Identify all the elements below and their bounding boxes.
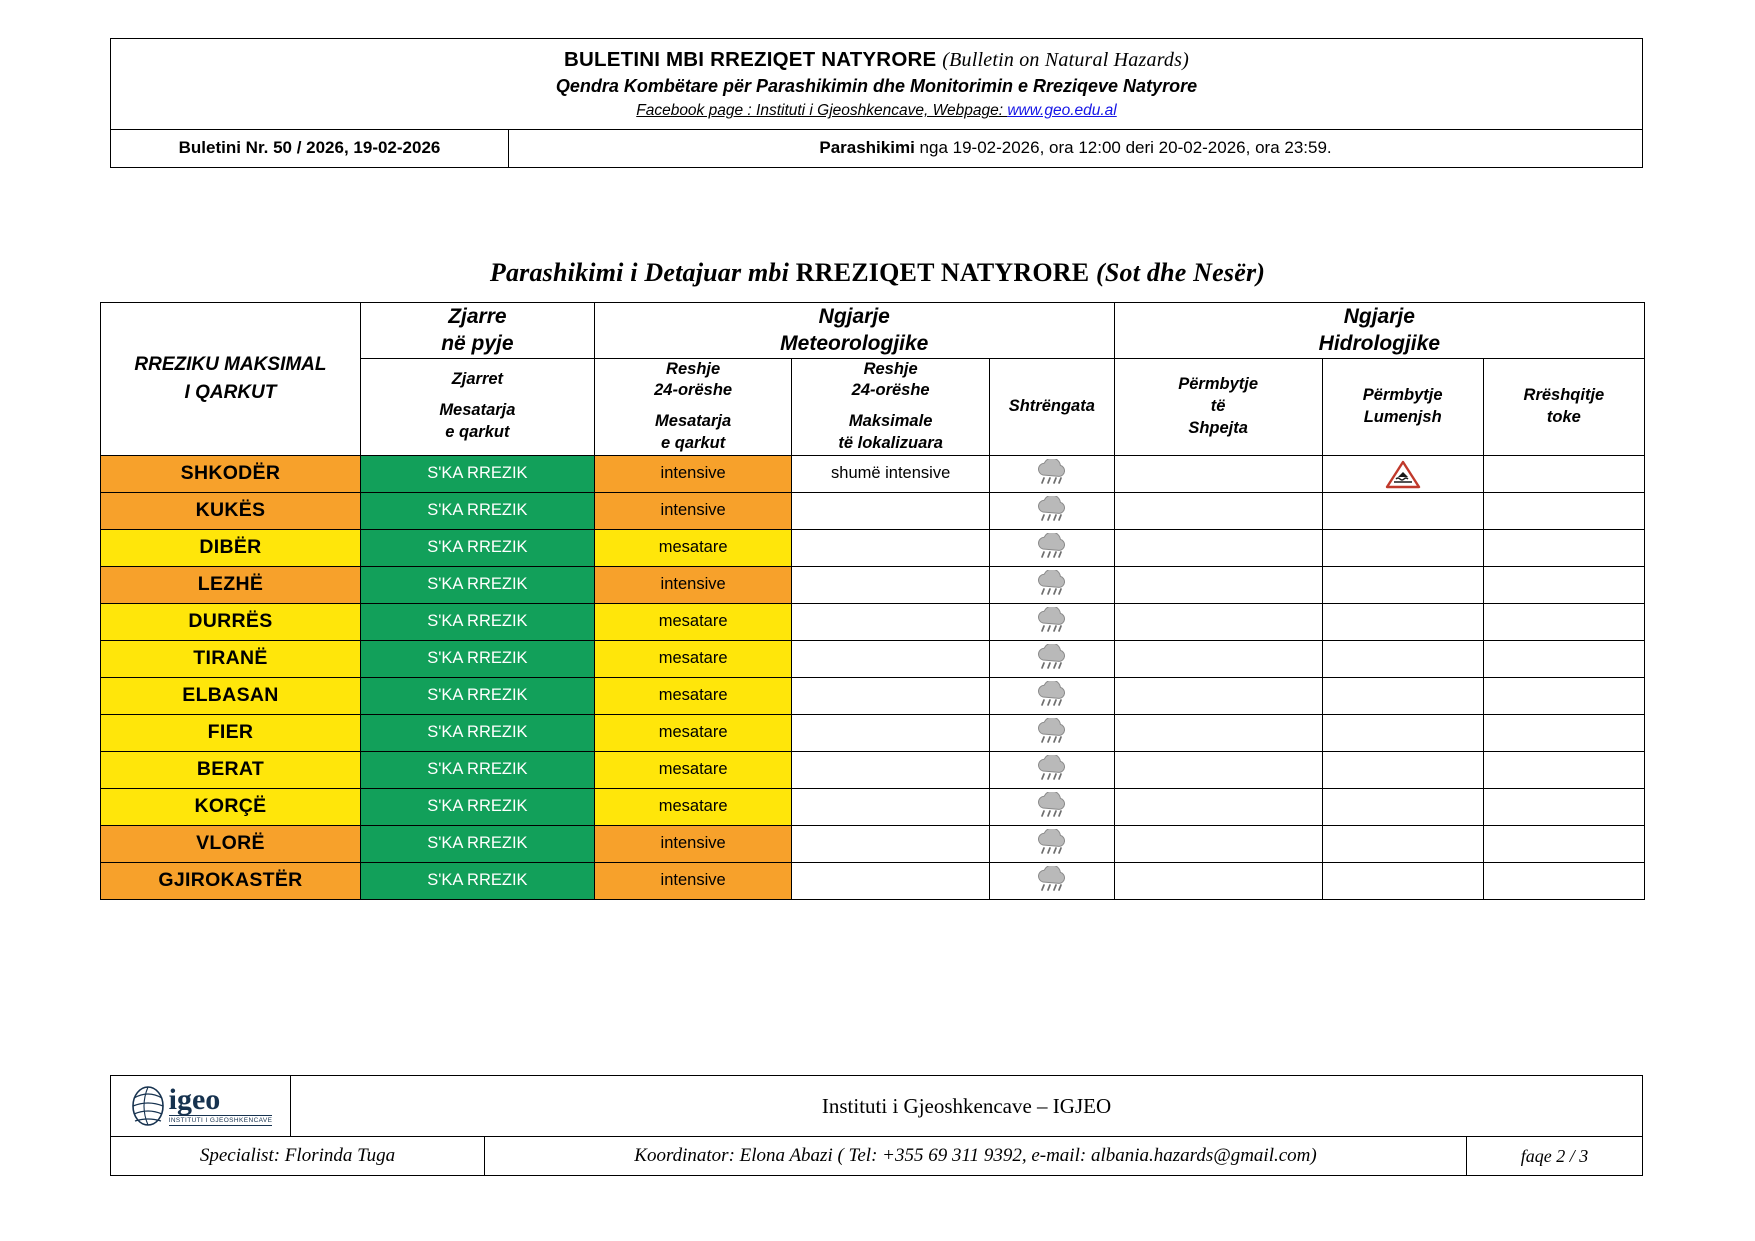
row-fire-risk: S'KA RREZIK [360,455,594,492]
logo-box [129,1084,273,1128]
footer-institute-name: Instituti i Gjeoshkencave – IGJEO [821,1093,1112,1118]
column-header-qark-line1: RREZIKU MAKSIMAL [134,354,327,376]
row-landslide [1483,603,1644,640]
footer-bottom-row [111,1137,1642,1175]
document-footer [110,1075,1643,1176]
subheader-river-flood-l2: Lumenjsh [1363,407,1442,426]
rain-cloud-icon [990,866,1114,896]
header-title-line [115,47,1638,73]
row-river-flood [1322,529,1483,566]
row-fire-risk: S'KA RREZIK [360,825,594,862]
rain-cloud-icon [990,792,1114,822]
row-qark-name: VLORË [101,825,361,862]
section-title-part1: Parashikimi i Detajuar mbi [489,258,796,287]
rain-cloud-icon [990,755,1114,785]
logo-subtitle: INSTITUTI I GJEOSHKENCAVE [168,1117,273,1124]
subheader-rain-avg-l2: 24-orëshe [654,381,733,400]
row-landslide [1483,714,1644,751]
rain-cloud-icon [990,644,1114,674]
row-landslide [1483,751,1644,788]
rain-cloud-icon [990,607,1114,637]
header-title-block [111,39,1642,130]
flood-warning-icon [1323,459,1483,489]
row-landslide [1483,529,1644,566]
row-rain-average: intensive [594,566,792,603]
row-qark-name: DURRËS [101,603,361,640]
header-contact-text: Facebook page : Instituti i Gjeoshkencave, Webpage: [636,102,1008,120]
row-landslide [1483,455,1644,492]
row-rain-average: intensive [594,455,792,492]
row-storm-cell [989,455,1114,492]
row-storm-cell [989,603,1114,640]
row-flash-flood [1114,788,1322,825]
header-webpage-link[interactable]: www.geo.edu.al [1007,102,1117,120]
row-fire-risk: S'KA RREZIK [360,566,594,603]
row-rain-max [792,603,990,640]
row-storm-cell [989,862,1114,899]
group-header-hydro-line1: Ngjarje [1343,305,1415,328]
bulletin-number: Buletini Nr. 50 / 2026, 19-02-2026 [111,130,509,167]
subheader-river-flood [1322,358,1483,455]
footer-specialist: Specialist: Florinda Tuga [111,1137,485,1175]
row-rain-average: intensive [594,825,792,862]
row-flash-flood [1114,862,1322,899]
subheader-rain-max-l4: të lokalizuara [838,433,943,452]
row-rain-max [792,492,990,529]
row-rain-average: mesatare [594,751,792,788]
row-flash-flood [1114,640,1322,677]
row-landslide [1483,825,1644,862]
forecast-period [509,130,1642,167]
row-rain-max [792,788,990,825]
row-rain-average: mesatare [594,714,792,751]
table-row [101,825,1645,862]
row-flash-flood [1114,677,1322,714]
row-rain-average: mesatare [594,529,792,566]
row-river-flood [1322,751,1483,788]
row-flash-flood [1114,529,1322,566]
row-flash-flood [1114,714,1322,751]
row-fire-risk: S'KA RREZIK [360,862,594,899]
row-storm-cell [989,751,1114,788]
table-header-groups [101,303,1645,359]
table-row [101,603,1645,640]
row-river-flood [1322,640,1483,677]
row-storm-cell [989,566,1114,603]
group-header-fires [360,303,594,359]
row-flash-flood [1114,492,1322,529]
row-fire-risk: S'KA RREZIK [360,677,594,714]
group-header-fires-line2: në pyje [441,332,514,356]
group-header-fires-line1: Zjarre [448,305,507,328]
table-row [101,492,1645,529]
section-title [0,258,1755,288]
subheader-rain-max [792,358,990,455]
igjeo-logo [111,1076,291,1136]
row-fire-risk: S'KA RREZIK [360,603,594,640]
subheader-flash-flood [1114,358,1322,455]
footer-top-row [111,1076,1642,1137]
row-fire-risk: S'KA RREZIK [360,788,594,825]
row-qark-name: LEZHË [101,566,361,603]
subheader-rain-avg-l4: e qarkut [661,433,726,452]
table-row [101,788,1645,825]
subheader-storm-l1: Shtrëngata [1008,396,1095,415]
header-subtitle: Qendra Kombëtare për Parashikimin dhe Monitorimin e Rreziqeve Natyrore [555,76,1198,96]
row-river-flood [1322,677,1483,714]
group-header-meteo [594,303,1114,359]
row-fire-risk: S'KA RREZIK [360,714,594,751]
row-rain-average: mesatare [594,640,792,677]
row-flash-flood [1114,751,1322,788]
row-river-flood [1322,455,1483,492]
row-fire-risk: S'KA RREZIK [360,492,594,529]
row-rain-max [792,640,990,677]
row-rain-max [792,862,990,899]
row-storm-cell [989,788,1114,825]
row-qark-name: KUKËS [101,492,361,529]
group-header-meteo-line2: Meteorologjike [780,332,929,356]
subheader-rain-avg-l3: Mesatarja [655,412,732,431]
row-river-flood [1322,566,1483,603]
row-fire-risk: S'KA RREZIK [360,529,594,566]
row-landslide [1483,492,1644,529]
table-row [101,751,1645,788]
row-storm-cell [989,677,1114,714]
rain-cloud-icon [990,496,1114,526]
row-river-flood [1322,603,1483,640]
subheader-fires-avg-l3: Mesatarja [439,401,516,420]
row-river-flood [1322,862,1483,899]
row-landslide [1483,640,1644,677]
row-rain-max [792,677,990,714]
table-row [101,529,1645,566]
row-storm-cell [989,529,1114,566]
subheader-storm [989,358,1114,455]
row-flash-flood [1114,566,1322,603]
group-header-meteo-line1: Ngjarje [818,305,890,328]
rain-cloud-icon [990,718,1114,748]
row-flash-flood [1114,825,1322,862]
hazard-table [100,302,1645,900]
footer-page-number: faqe 2 / 3 [1520,1145,1589,1166]
forecast-label: Parashikimi [819,137,915,157]
row-qark-name: TIRANË [101,640,361,677]
row-landslide [1483,788,1644,825]
row-qark-name: FIER [101,714,361,751]
footer-coordinator: Koordinator: Elona Abazi ( Tel: +355 69 311 9392, e-mail: albania.hazards@gmail.com) [485,1137,1467,1175]
subheader-fires-avg [360,358,594,455]
rain-cloud-icon [990,459,1114,489]
row-river-flood [1322,492,1483,529]
section-title-part3: (Sot dhe Nesër) [1089,258,1266,287]
row-landslide [1483,566,1644,603]
table-row [101,714,1645,751]
row-flash-flood [1114,603,1322,640]
table-row [101,455,1645,492]
rain-cloud-icon [990,829,1114,859]
row-qark-name: DIBËR [101,529,361,566]
globe-swirl-icon [129,1084,167,1128]
rain-cloud-icon [990,533,1114,563]
group-header-hydro-line2: Hidrologjike [1318,332,1441,356]
header-title-translation: (Bulletin on Natural Hazards) [942,49,1189,71]
row-storm-cell [989,825,1114,862]
row-fire-risk: S'KA RREZIK [360,751,594,788]
subheader-river-flood-l1: Përmbytje [1362,385,1443,404]
row-river-flood [1322,788,1483,825]
subheader-rain-max-l2: 24-orëshe [851,381,930,400]
row-river-flood [1322,825,1483,862]
subheader-rain-avg [594,358,792,455]
row-river-flood [1322,714,1483,751]
subheader-fires-avg-l1: Zjarret [451,370,504,389]
rain-cloud-icon [990,570,1114,600]
row-landslide [1483,677,1644,714]
row-storm-cell [989,492,1114,529]
table-row [101,566,1645,603]
logo-wordmark: igeo [168,1083,221,1116]
subheader-fires-avg-l4: e qarkut [445,423,510,441]
row-flash-flood [1114,455,1322,492]
row-storm-cell [989,714,1114,751]
column-header-qark [101,303,361,456]
table-row [101,677,1645,714]
section-title-part2: RREZIQET NATYRORE [795,258,1090,287]
row-landslide [1483,862,1644,899]
subheader-rain-avg-l1: Reshje [666,359,721,378]
table-row [101,862,1645,899]
row-rain-max [792,566,990,603]
row-qark-name: SHKODËR [101,455,361,492]
header-meta-row [111,130,1642,167]
row-storm-cell [989,640,1114,677]
row-fire-risk: S'KA RREZIK [360,640,594,677]
subheader-landslide-l1: Rrëshqitje [1523,385,1605,404]
row-qark-name: KORÇË [101,788,361,825]
row-rain-average: intensive [594,862,792,899]
row-qark-name: GJIROKASTËR [101,862,361,899]
rain-cloud-icon [990,681,1114,711]
forecast-range: nga 19-02-2026, ora 12:00 deri 20-02-2026, ora 23:59. [919,137,1332,157]
column-header-qark-line2: I QARKUT [184,381,277,403]
subheader-rain-max-l1: Reshje [863,359,918,378]
group-header-hydro [1114,303,1644,359]
row-rain-max: shumë intensive [792,455,990,492]
row-rain-average: mesatare [594,603,792,640]
hazard-table-wrapper [100,302,1645,900]
row-qark-name: ELBASAN [101,677,361,714]
subheader-flash-flood-l2: të [1210,396,1226,415]
subheader-rain-max-l3: Maksimale [848,412,933,431]
subheader-flash-flood-l3: Shpejta [1188,418,1248,437]
header-contact-line [115,100,1638,122]
header-title-main: BULETINI MBI RREZIQET NATYRORE [564,48,937,71]
row-rain-average: mesatare [594,788,792,825]
row-rain-average: intensive [594,492,792,529]
row-rain-max [792,751,990,788]
bulletin-header [110,38,1643,168]
row-rain-average: mesatare [594,677,792,714]
subheader-landslide-l2: toke [1546,407,1581,426]
row-rain-max [792,825,990,862]
subheader-landslide [1483,358,1644,455]
row-rain-max [792,714,990,751]
table-row [101,640,1645,677]
row-qark-name: BERAT [101,751,361,788]
subheader-flash-flood-l1: Përmbytje [1178,374,1259,393]
row-rain-max [792,529,990,566]
